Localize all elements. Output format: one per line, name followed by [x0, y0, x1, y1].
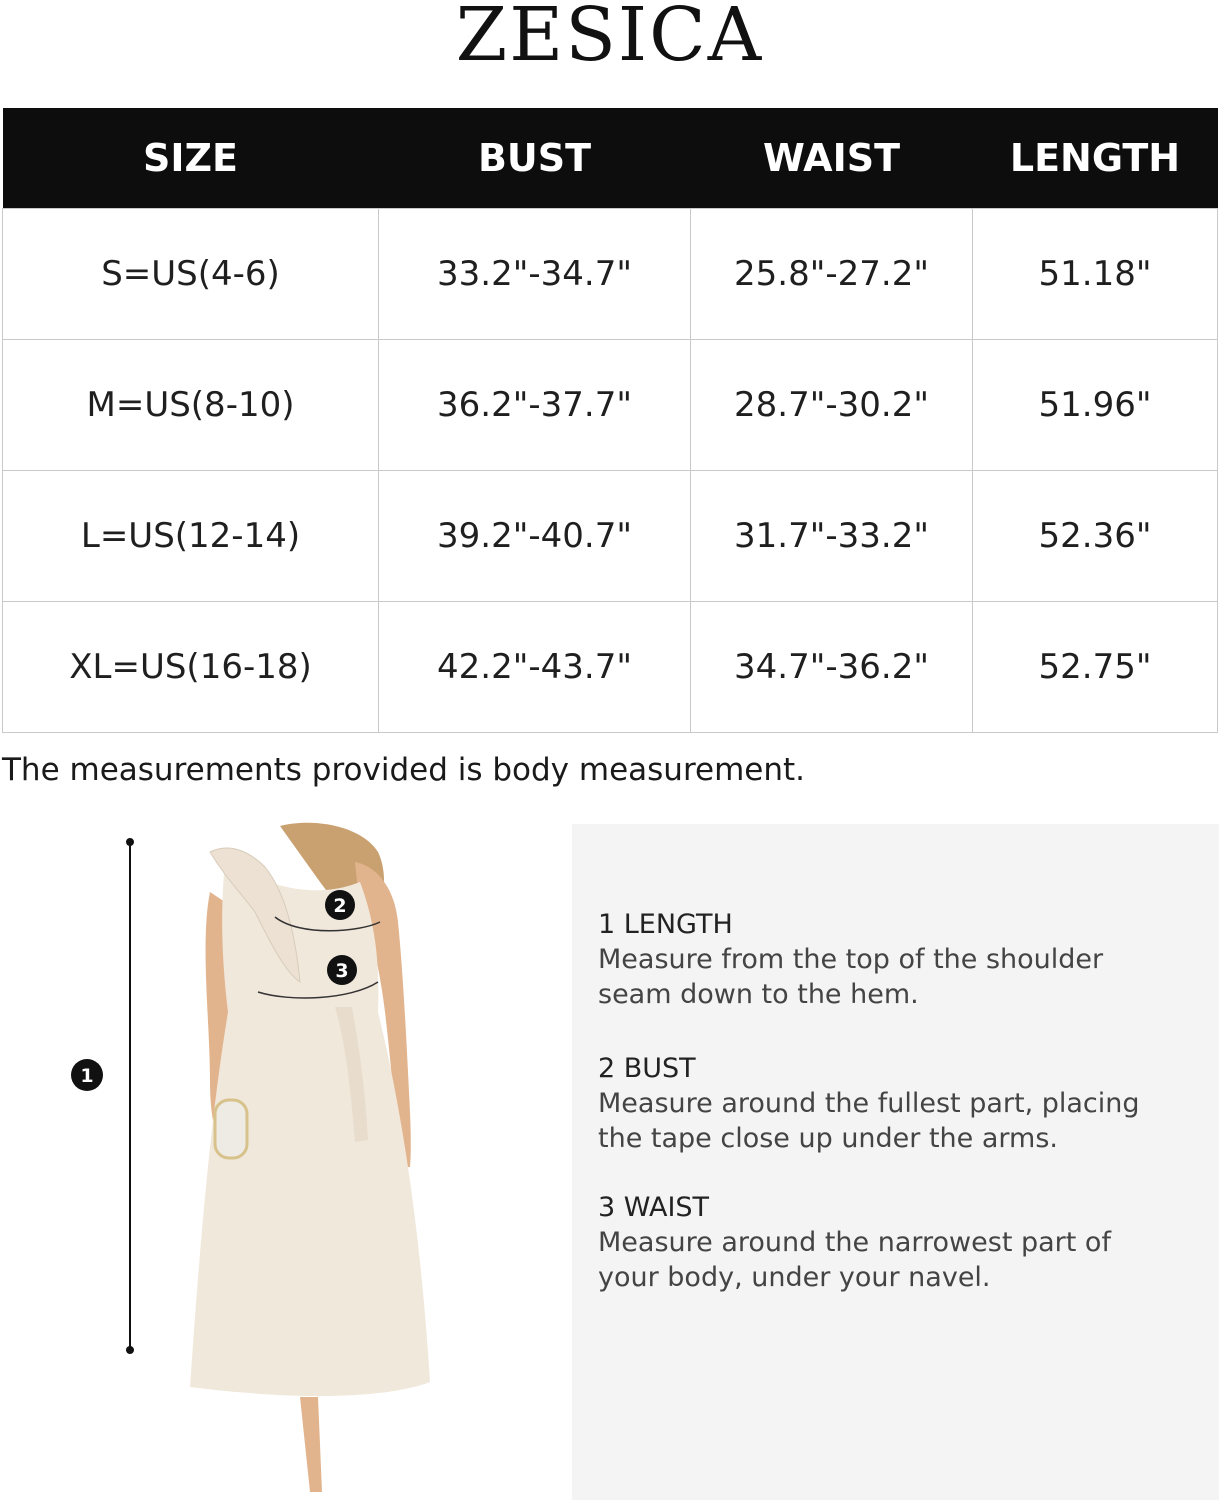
guide-item-waist — [598, 1191, 1198, 1295]
guide-title: 1 LENGTH — [598, 909, 733, 940]
header-waist: WAIST — [691, 108, 973, 209]
guide-desc-line: your body, under your navel. — [598, 1262, 991, 1293]
waist-cell: 31.7"-33.2" — [691, 471, 973, 602]
waist-cell: 34.7"-36.2" — [691, 602, 973, 733]
marker-waist-label: 3 — [335, 960, 349, 982]
bust-cell: 39.2"-40.7" — [379, 471, 691, 602]
clutch-bag — [215, 1100, 247, 1158]
bust-cell: 36.2"-37.7" — [379, 340, 691, 471]
size-cell: M=US(8-10) — [3, 340, 379, 471]
measurement-note: The measurements provided is body measurement. — [2, 752, 806, 788]
guide-title: 3 WAIST — [598, 1192, 710, 1223]
size-cell: L=US(12-14) — [3, 471, 379, 602]
table-row — [3, 209, 1218, 340]
marker-bust-label: 2 — [333, 895, 347, 917]
guide-item-length — [598, 908, 1198, 1012]
length-guide-bottom-dot — [126, 1346, 134, 1354]
header-bust: BUST — [379, 108, 691, 209]
guide-desc-line: Measure around the fullest part, placing — [598, 1088, 1140, 1119]
guide-desc-line: seam down to the hem. — [598, 979, 919, 1010]
length-guide-top-dot — [126, 838, 134, 846]
table-row — [3, 602, 1218, 733]
guide-desc-line: Measure around the narrowest part of — [598, 1227, 1111, 1258]
table-row — [3, 471, 1218, 602]
bust-cell: 42.2"-43.7" — [379, 602, 691, 733]
bust-cell: 33.2"-34.7" — [379, 209, 691, 340]
legs — [300, 1397, 322, 1492]
waist-cell: 28.7"-30.2" — [691, 340, 973, 471]
guide-title: 2 BUST — [598, 1053, 696, 1084]
table-row — [3, 340, 1218, 471]
guide-desc-line: the tape close up under the arms. — [598, 1123, 1058, 1154]
size-cell: XL=US(16-18) — [3, 602, 379, 733]
dress-measurement-illustration — [60, 822, 500, 1500]
measurement-guide-panel — [572, 824, 1219, 1500]
guide-desc-line: Measure from the top of the shoulder — [598, 944, 1104, 975]
marker-length-label: 1 — [80, 1065, 94, 1087]
header-size: SIZE — [3, 108, 379, 209]
table-header-row — [3, 108, 1218, 209]
size-cell: S=US(4-6) — [3, 209, 379, 340]
brand-logo: ZESICA — [455, 0, 764, 78]
header-length: LENGTH — [973, 108, 1218, 209]
length-cell: 52.75" — [973, 602, 1218, 733]
length-cell: 52.36" — [973, 471, 1218, 602]
waist-cell: 25.8"-27.2" — [691, 209, 973, 340]
size-chart-table — [2, 108, 1218, 733]
length-cell: 51.18" — [973, 209, 1218, 340]
length-cell: 51.96" — [973, 340, 1218, 471]
guide-item-bust — [598, 1052, 1198, 1156]
